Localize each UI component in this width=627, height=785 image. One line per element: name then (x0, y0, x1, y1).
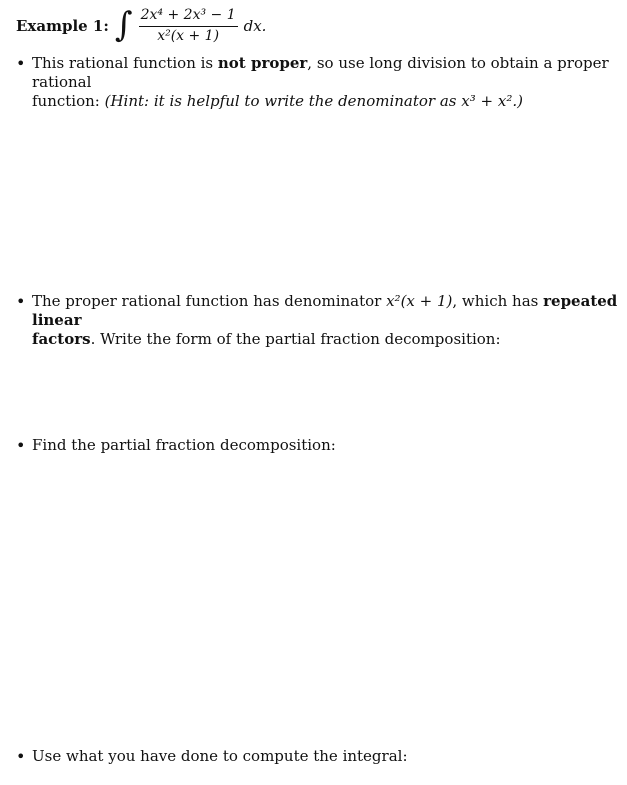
bullet-text-bold: not proper (217, 54, 308, 72)
integrand-fraction (139, 8, 238, 44)
bullet-dot: • (16, 54, 26, 73)
integrand-numerator: 2x⁴ + 2x³ − 1 (139, 8, 238, 26)
bullet-text-line2: function: (32, 92, 105, 110)
bullet-text (32, 292, 622, 349)
bullet-text-bold-2: factors (32, 330, 91, 348)
integral-sign: ∫ (114, 5, 133, 45)
bullet-text-post: . Write the form of the partial fraction decomposition: (90, 330, 501, 348)
bullet-text-bold: repeated linear (32, 292, 618, 329)
bullet-text-post: , so use long division to obtain a proper rational (32, 54, 609, 91)
bullet-dot: • (16, 436, 26, 455)
bullet-dot: • (16, 747, 26, 766)
bullet-text-pre: This rational function is (32, 54, 218, 72)
bullet-text: Find the partial fraction decomposition: (32, 436, 336, 454)
hint-text: (Hint: it is helpful to write the denominator as x³ + x².) (104, 92, 523, 110)
differential: dx. (243, 17, 267, 35)
bullet-text: Use what you have done to compute the integral: (32, 747, 408, 765)
example-header (16, 6, 266, 46)
bullet-text-pre: The proper rational function has denominator (32, 292, 387, 310)
integrand-denominator: x²(x + 1) (157, 27, 220, 44)
bullet-text (32, 54, 622, 111)
example-label: Example 1: (16, 17, 109, 35)
bullet-text-mid: , which has (452, 292, 544, 310)
denominator-math: x²(x + 1) (386, 292, 453, 310)
bullet-dot: • (16, 292, 26, 311)
